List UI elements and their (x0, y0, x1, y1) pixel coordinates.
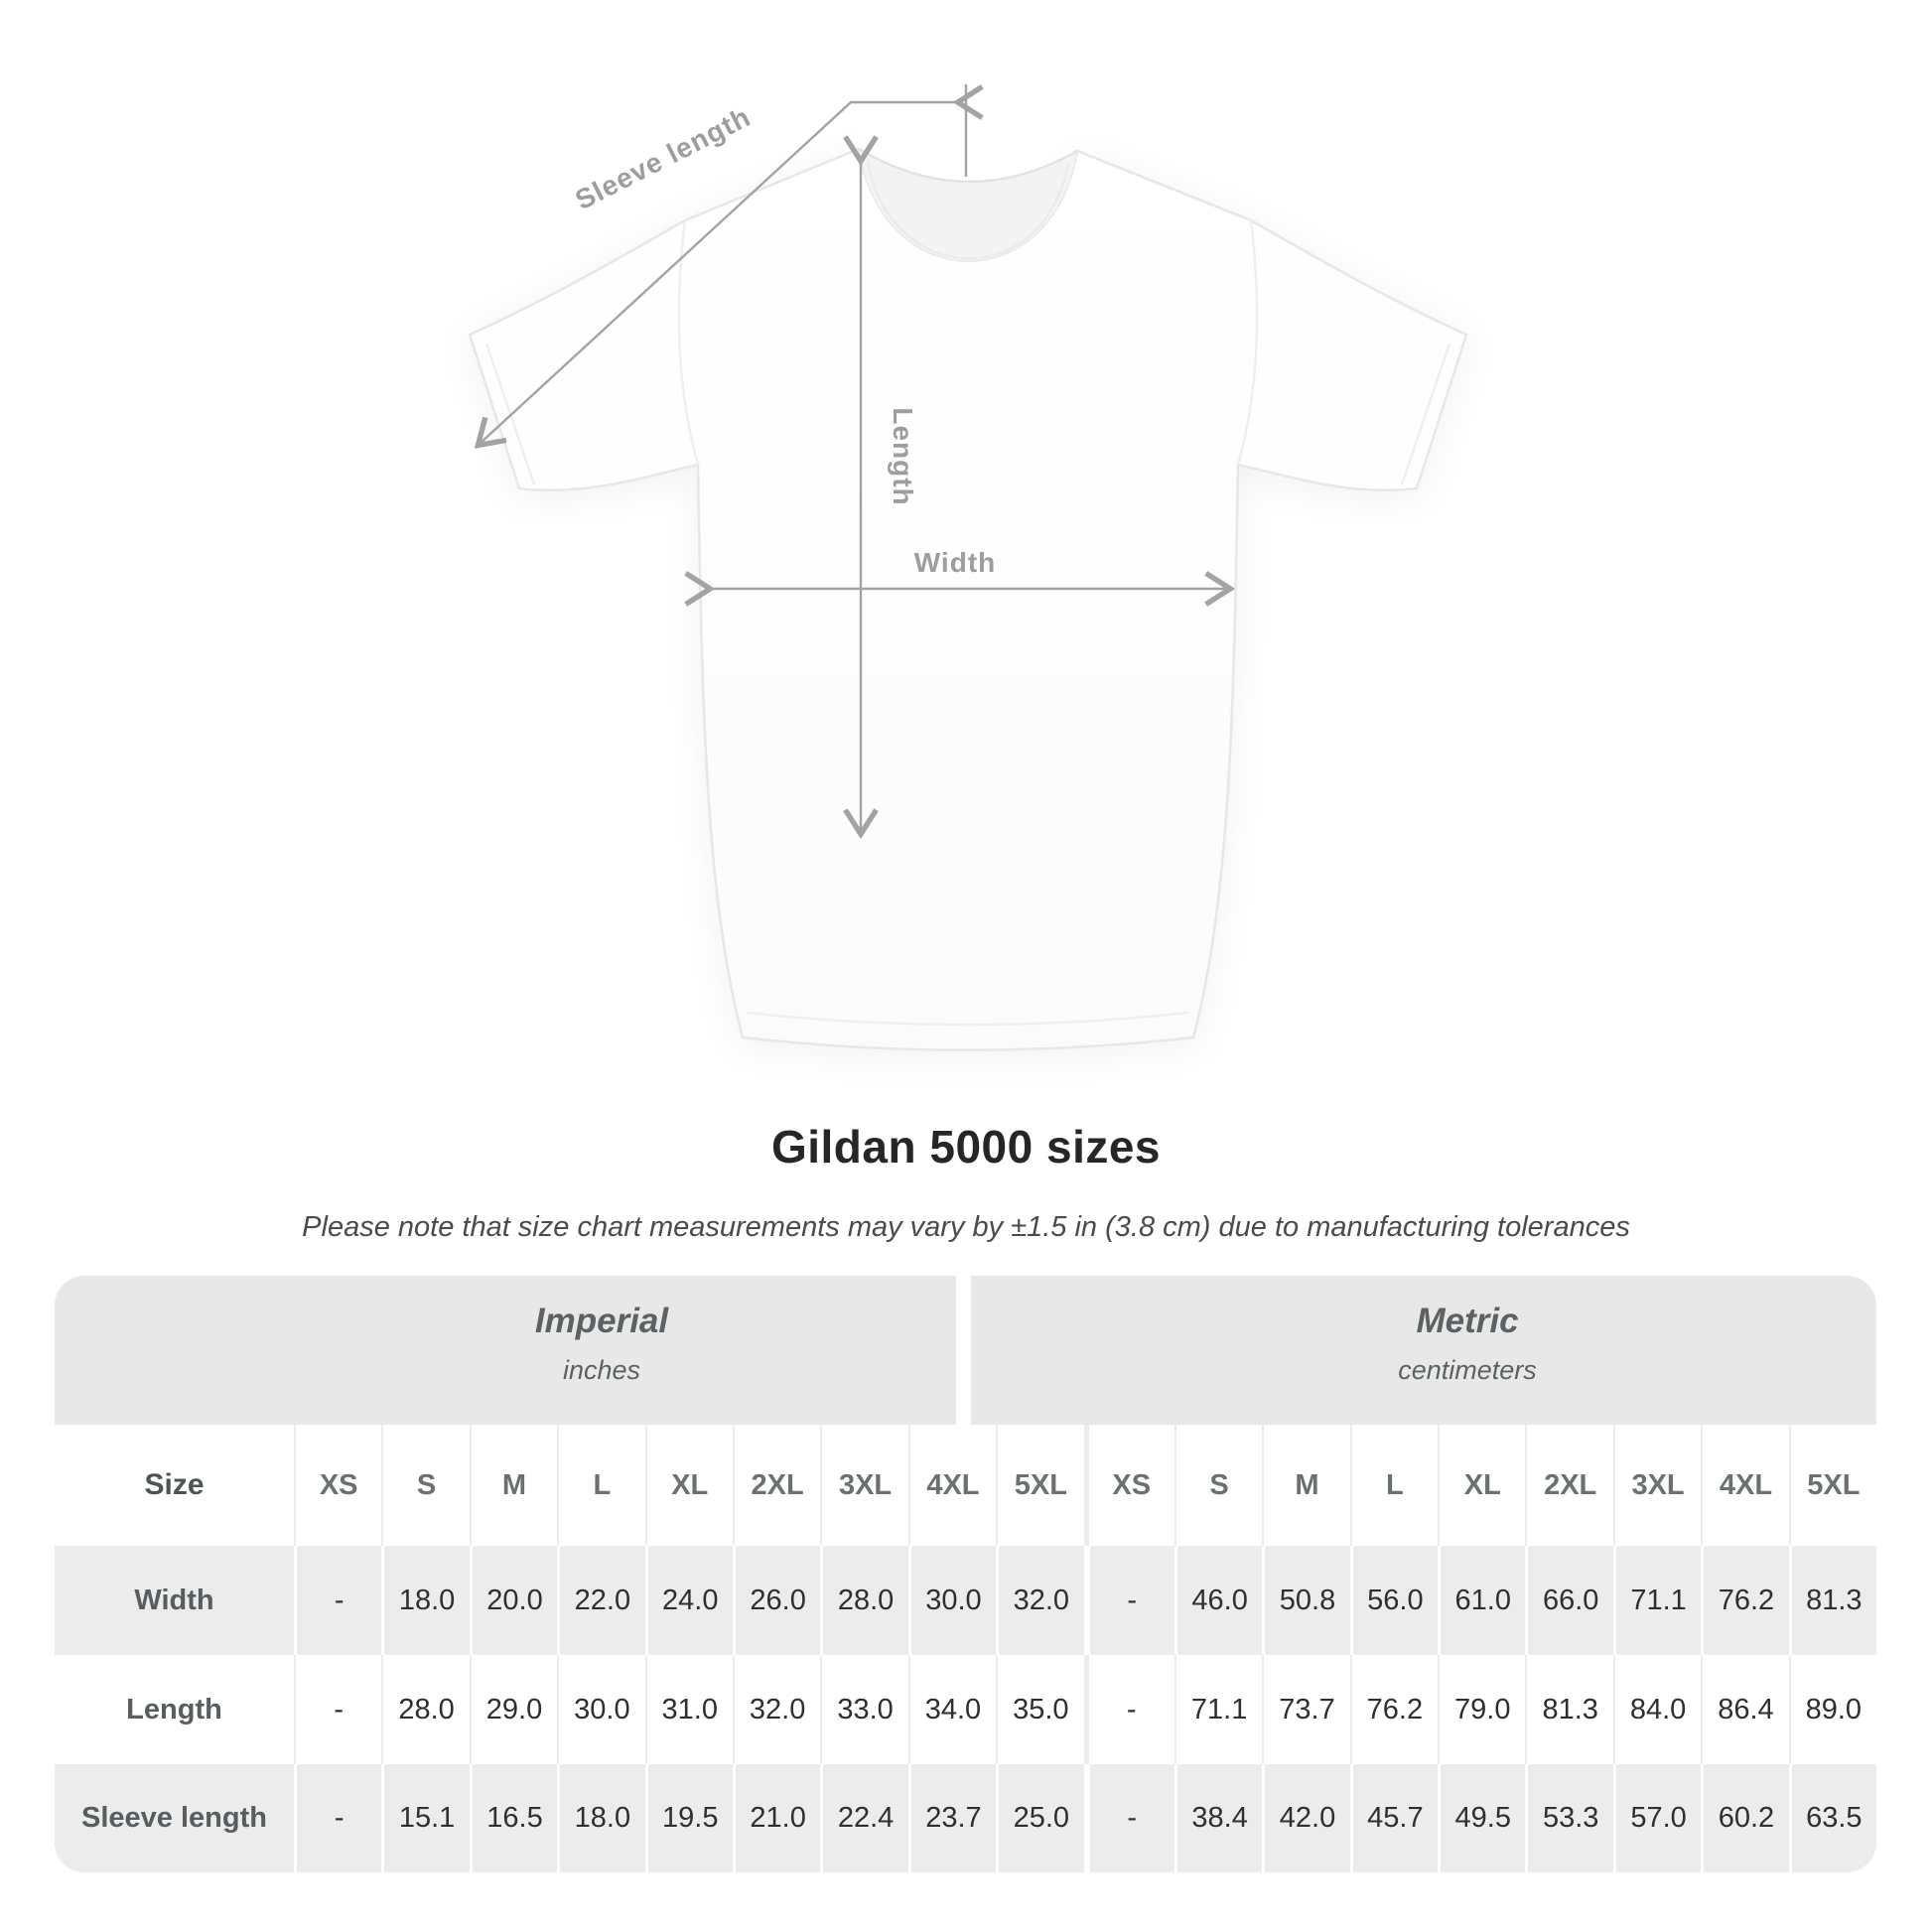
measurement-value-cell: 34.0 (908, 1655, 996, 1764)
measurement-row (55, 1655, 1876, 1764)
measurement-value-cell: 76.2 (1701, 1546, 1788, 1655)
measurement-value-cell: 26.0 (733, 1546, 820, 1655)
measurement-value-cell: 15.1 (381, 1764, 469, 1872)
imperial-group-unit: inches (562, 1355, 641, 1385)
measurement-value-cell: 50.8 (1262, 1546, 1349, 1655)
size-header-cell: S (1174, 1425, 1262, 1546)
measurement-value-cell: 22.4 (820, 1764, 907, 1872)
measurement-value-cell: 24.0 (645, 1546, 733, 1655)
measurement-value-cell: 21.0 (733, 1764, 820, 1872)
size-header-cell: 2XL (733, 1425, 820, 1546)
measurement-value-cell: - (1084, 1764, 1174, 1872)
measurement-value-cell: 60.2 (1701, 1764, 1788, 1872)
size-header-cell: S (381, 1425, 469, 1546)
measurement-value-cell: 61.0 (1438, 1546, 1525, 1655)
measurement-value-cell: - (1084, 1546, 1174, 1655)
measurement-value-cell: 22.0 (557, 1546, 644, 1655)
measurement-value-cell: 49.5 (1438, 1764, 1525, 1872)
size-header-cell: XL (1438, 1425, 1525, 1546)
size-header-cell: XS (294, 1425, 381, 1546)
measurement-value-cell: 45.7 (1350, 1764, 1438, 1872)
size-header-cell: 3XL (820, 1425, 907, 1546)
measurement-value-cell: 28.0 (820, 1546, 907, 1655)
measurement-value-cell: 86.4 (1701, 1655, 1788, 1764)
measurement-value-cell: 30.0 (557, 1655, 644, 1764)
size-header-cell: L (557, 1425, 644, 1546)
measurement-value-cell: 23.7 (908, 1764, 996, 1872)
measurement-value-cell: 46.0 (1174, 1546, 1262, 1655)
measurement-value-cell: 42.0 (1262, 1764, 1349, 1872)
measurement-value-cell: 33.0 (820, 1655, 907, 1764)
metric-group-header (1398, 1276, 1537, 1386)
length-label: Length (888, 407, 918, 506)
tshirt-body (470, 149, 1466, 1050)
size-column-header: Size (144, 1468, 205, 1501)
measurement-value-cell: 20.0 (470, 1546, 557, 1655)
measurement-value-cell: 30.0 (908, 1546, 996, 1655)
size-header-cell: XL (645, 1425, 733, 1546)
measurement-value-cell: 84.0 (1613, 1655, 1701, 1764)
measurement-value-cell: 28.0 (381, 1655, 469, 1764)
measurement-value-cell: 19.5 (645, 1764, 733, 1872)
tshirt-illustration (470, 149, 1466, 1050)
size-header-cell: XS (1084, 1425, 1174, 1546)
measurement-value-cell: 16.5 (470, 1764, 557, 1872)
size-header-cell: 4XL (1701, 1425, 1788, 1546)
tolerance-note: Please note that size chart measurements may vary by ±1.5 in (3.8 cm) due to manufacturing tolerances (302, 1211, 1630, 1243)
measurement-row-label: Length (126, 1693, 222, 1725)
measurement-row (55, 1546, 1876, 1655)
measurement-value-cell: 81.3 (1525, 1655, 1612, 1764)
measurement-value-cell: 32.0 (733, 1655, 820, 1764)
measurement-value-cell: 66.0 (1525, 1546, 1612, 1655)
measurement-value-cell: 63.5 (1789, 1764, 1876, 1872)
measurement-value-cell: - (294, 1546, 381, 1655)
size-table (55, 1276, 1876, 1872)
measurement-value-cell: 71.1 (1613, 1546, 1701, 1655)
unit-group-band (55, 1276, 1876, 1425)
measurement-row-label: Sleeve length (81, 1802, 267, 1834)
sleeve-length-label: Sleeve length (570, 100, 756, 216)
size-header-cell: 5XL (1789, 1425, 1876, 1546)
size-header-cell: 2XL (1525, 1425, 1612, 1546)
measurement-value-cell: 31.0 (645, 1655, 733, 1764)
measurement-value-cell: 76.2 (1350, 1655, 1438, 1764)
measurement-value-cell: 53.3 (1525, 1764, 1612, 1872)
measurement-row (55, 1764, 1876, 1872)
measurement-value-cell: - (294, 1655, 381, 1764)
measurement-value-cell: 56.0 (1350, 1546, 1438, 1655)
measurement-value-cell: 79.0 (1438, 1655, 1525, 1764)
measurement-value-cell: 25.0 (996, 1764, 1083, 1872)
measurement-value-cell: 32.0 (996, 1546, 1083, 1655)
size-header-cell: L (1350, 1425, 1438, 1546)
measurement-value-cell: - (1084, 1655, 1174, 1764)
measurement-value-cell: 29.0 (470, 1655, 557, 1764)
measurement-value-cell: 57.0 (1613, 1764, 1701, 1872)
measurement-value-cell: 71.1 (1174, 1655, 1262, 1764)
measurement-value-cell: 35.0 (996, 1655, 1083, 1764)
size-table-rows (55, 1425, 1876, 1872)
measurement-value-cell: 38.4 (1174, 1764, 1262, 1872)
measurement-value-cell: 89.0 (1789, 1655, 1876, 1764)
width-label: Width (913, 547, 997, 578)
imperial-band-background (55, 1276, 956, 1425)
size-header-cell: 4XL (908, 1425, 996, 1546)
imperial-group-header (535, 1276, 668, 1386)
size-header-cell: 3XL (1613, 1425, 1701, 1546)
size-header-cell: 5XL (996, 1425, 1083, 1546)
page-title: Gildan 5000 sizes (770, 1121, 1162, 1173)
size-header-row (55, 1425, 1876, 1546)
metric-group-name: Metric (1416, 1302, 1519, 1340)
measurement-value-cell: 18.0 (557, 1764, 644, 1872)
measurement-value-cell: 73.7 (1262, 1655, 1349, 1764)
measurement-row-label: Width (134, 1584, 214, 1616)
imperial-group-name: Imperial (534, 1302, 669, 1340)
size-header-cell: M (1262, 1425, 1349, 1546)
measurement-value-cell: 81.3 (1789, 1546, 1876, 1655)
measurement-value-cell: - (294, 1764, 381, 1872)
size-header-cell: M (470, 1425, 557, 1546)
measurement-value-cell: 18.0 (381, 1546, 469, 1655)
metric-group-unit: centimeters (1398, 1355, 1537, 1385)
